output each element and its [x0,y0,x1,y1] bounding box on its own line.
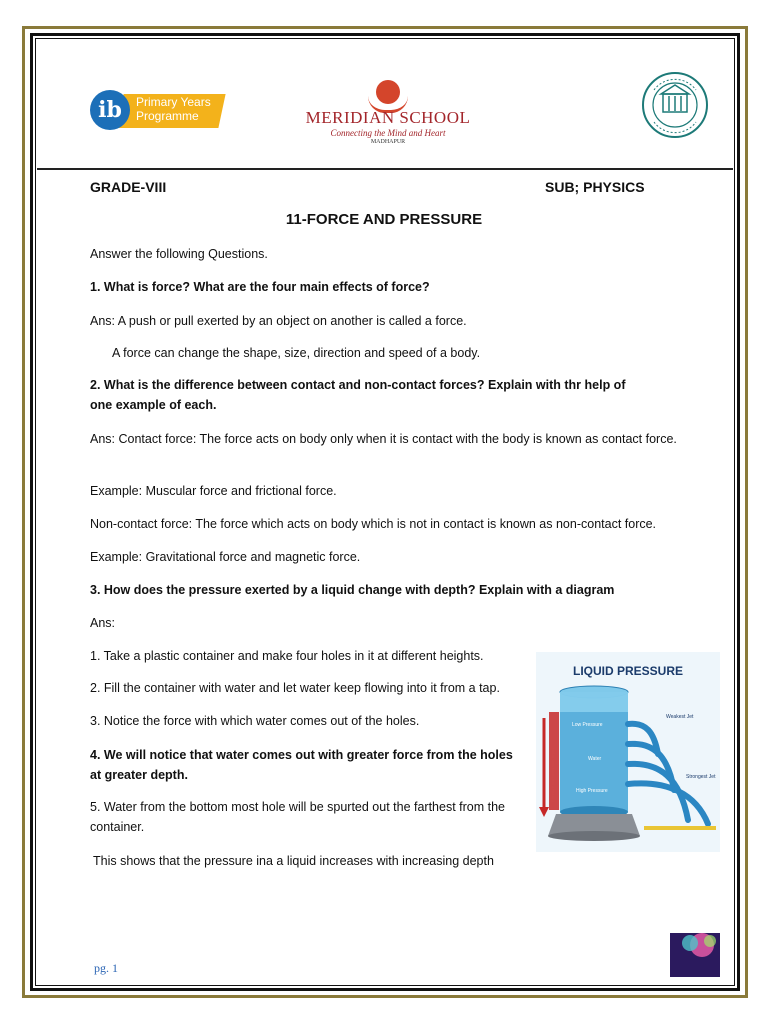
cbse-seal-icon [640,70,710,140]
grade-label: GRADE-VIII [90,179,167,195]
school-name: MERIDIAN SCHOOL [305,108,471,127]
ground-strip [644,826,716,830]
water-label: Water [588,756,602,762]
subject-label: SUB; PHYSICS [545,179,645,195]
ids-badge-logo [670,933,720,977]
school-tagline: Connecting the Mind and Heart [330,128,446,138]
depth-band [549,712,559,810]
chapter-title: 11-FORCE AND PRESSURE [285,211,483,228]
question-1: 1. What is force? What are the four main effects of force? [90,280,430,294]
strongest-jet-label: Strongest Jet [686,774,716,780]
answer-3-conclusion: This shows that the pressure ina a liquid increases with increasing depth [93,854,494,868]
answer-3-step-3: 3. Notice the force with which water comes out of the holes. [90,714,420,728]
question-2: 2. What is the difference between contact and non-contact forces? Explain with thr help of one example of each. [90,378,626,412]
answer-3-step-1: 1. Take a plastic container and make four holes in it at different heights. [90,649,484,663]
liquid-pressure-diagram [536,652,720,852]
answer-2-contact: Ans: Contact force: The force acts on body only when it is contact with the body is known as contact force. [90,432,677,446]
ids-badge-icon [670,933,720,977]
ib-mark: ib [90,90,130,130]
school-location: MADHAPUR [370,139,406,145]
ib-logo-text: Primary Years Programme [136,95,211,123]
instruction-text: Answer the following Questions. [90,247,268,261]
header-divider [37,168,733,170]
question-3: 3. How does the pressure exerted by a liquid change with depth? Explain with a diagram [90,583,615,597]
answer-3-step-4: 4. We will notice that water comes out with greater force from the holes at greater depth. [90,748,513,782]
answer-2-noncontact: Non-contact force: The force which acts on body which is not in contact is known as non-contact force. [90,517,657,531]
answer-3-step-2: 2. Fill the container with water and let water keep flowing into it from a tap. [90,681,500,695]
diagram-title: LIQUID PRESSURE [572,664,684,678]
ib-pyp-logo [90,88,228,136]
low-pressure-label: Low Pressure [572,722,603,728]
page-number: pg. 1 [94,961,118,975]
answer-3-step-5: 5. Water from the bottom most hole will be spurted out the farthest from the container. [90,800,506,834]
weakest-jet-label: Weakest Jet [666,714,694,720]
answer-1-line-1: Ans: A push or pull exerted by an object on another is called a force. [90,314,467,328]
answer-2-example-1: Example: Muscular force and frictional force. [90,484,337,498]
answer-1-line-2: A force can change the shape, size, direction and speed of a body. [112,346,481,360]
meridian-school-logo [302,80,474,150]
answer-3-label: Ans: [90,616,116,630]
answer-2-example-2: Example: Gravitational force and magnetic force. [90,550,361,564]
high-pressure-label: High Pressure [576,788,608,794]
